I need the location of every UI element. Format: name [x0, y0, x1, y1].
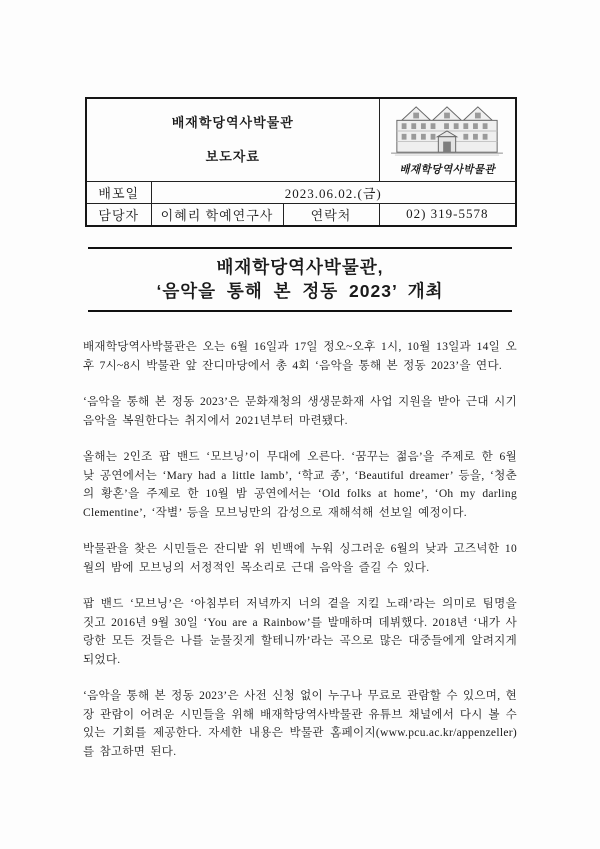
logo-cell	[379, 98, 516, 181]
headline-box	[88, 247, 512, 312]
release-date-label: 배포일	[86, 181, 151, 203]
paragraph-6: ‘음악을 통해 본 정동 2023’은 사전 신청 없이 누구나 무료로 관람할 수 있으며, 현장 관람이 어려운 시민들을 위해 배재학당역사박물관 유튜브 채널에서 다시 볼 수 있는 기회를 제공한다. 자세한 내용은 박물관 홈페이지(www.pcu.ac.kr/appenzeller)를 참고하면 된다.	[83, 690, 517, 758]
paragraph-4: 박물관을 찾은 시민들은 잔디밭 위 빈백에 누워 싱그러운 6월의 낮과 고즈넉한 10월의 밤에 모브닝의 서정적인 목소리로 근대 음악을 즐길 수 있다.	[83, 543, 517, 574]
paragraph-5: 팝 밴드 ‘모브닝’은 ‘아침부터 저녁까지 너의 곁을 지킬 노래’라는 의미로 팀명을 짓고 2016년 9월 30일 ‘You are a Rainbow’를 발매하며 데뷔했다. 2018년 ‘내가 사랑한 모든 것들은 나를 눈물짓게 할테니까’라는 곡으로 많은 대중들에게 알려지게 되었다.	[83, 598, 517, 666]
paragraph-1: 배재학당역사박물관은 오는 6월 16일과 17일 정오~오후 1시, 10월 13일과 14일 오후 7시~8시 박물관 앞 잔디마당에서 총 4회 ‘음악을 통해 본 정동 2023’을 연다.	[83, 341, 517, 372]
article-body	[83, 338, 517, 779]
release-date-value: 2023.06.02.(금)	[151, 181, 516, 203]
contact-label: 연락처	[283, 203, 379, 226]
paragraph-2: ‘음악을 통해 본 정동 2023’은 문화재청의 생생문화재 사업 지원을 받아 근대 시기 음악을 복원한다는 취지에서 2021년부터 마련됐다.	[83, 396, 517, 427]
headline-line-2: ‘음악을 통해 본 정동 2023’ 개최	[156, 281, 444, 301]
org-name: 배재학당역사박물관	[171, 114, 294, 130]
contact-value: 02) 319-5578	[379, 203, 516, 226]
headline-line-1: 배재학당역사박물관,	[216, 257, 384, 277]
doc-type-title: 보도자료	[205, 148, 260, 164]
masthead-table	[85, 97, 517, 227]
manager-label: 담당자	[86, 203, 151, 226]
manager-value: 이혜리 학예연구사	[151, 203, 283, 226]
museum-building-sketch-icon	[388, 103, 506, 161]
logo-caption: 배재학당역사박물관	[399, 164, 496, 177]
masthead-title-cell	[86, 98, 379, 181]
paragraph-3: 올해는 2인조 팝 밴드 ‘모브닝’이 무대에 오른다. ‘꿈꾸는 젊음’을 주제로 한 6월 낮 공연에서는 ‘Mary had a little lamb’, ‘학교 종’, ‘Beautiful dreamer’ 등을, ‘청춘의 황혼’을 주제로 한 10월 밤 공연에서는 ‘Old folks at home’, ‘Oh my darling Clementine’, ‘작별’ 등을 모브닝만의 감성으로 재해석해 선보일 예정이다.	[83, 451, 517, 519]
